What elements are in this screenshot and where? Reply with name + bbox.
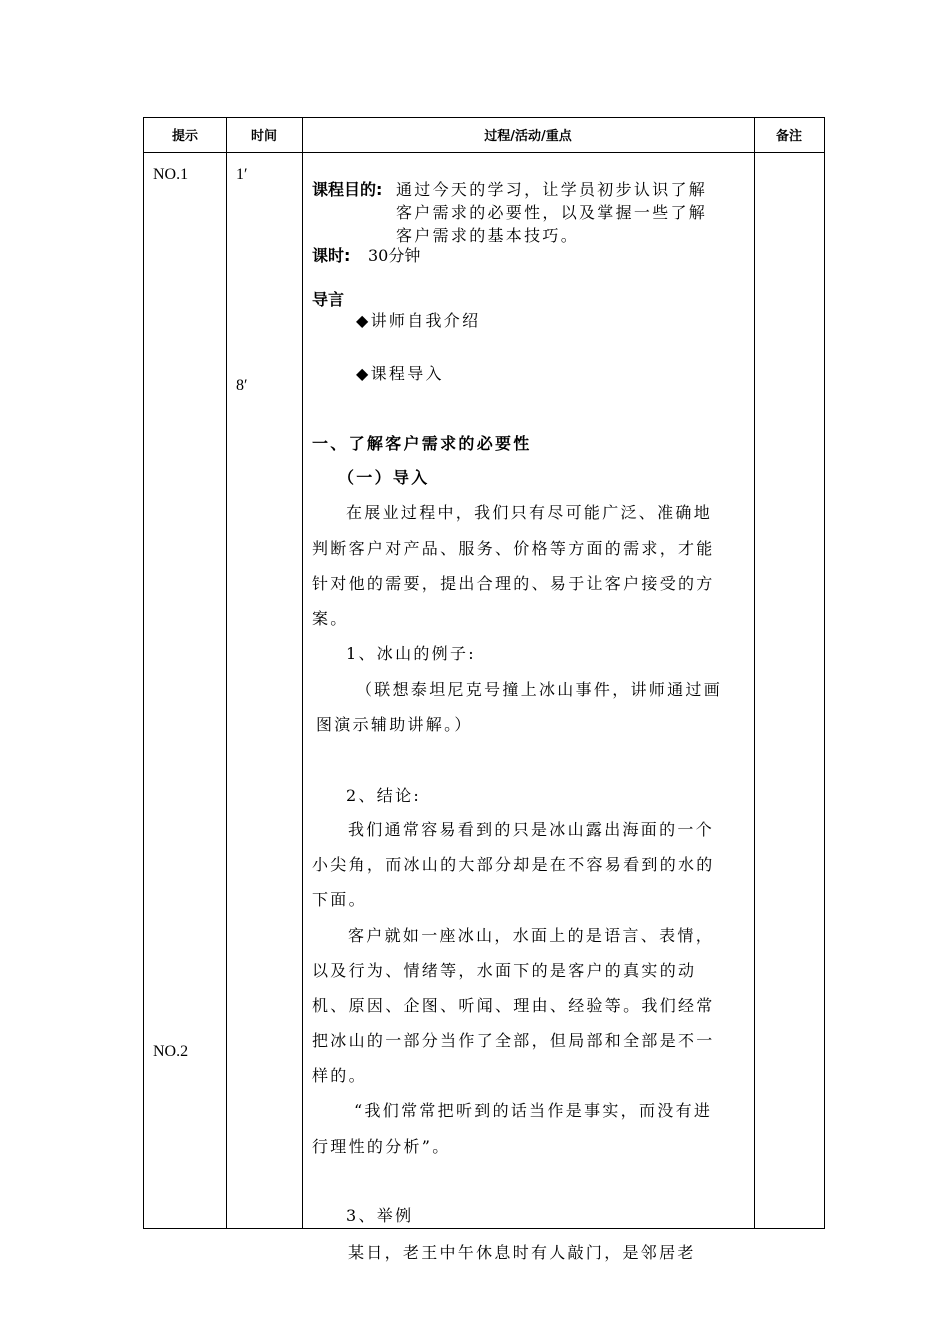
- duration-value: 30分钟: [368, 246, 421, 265]
- purpose-line: 通过今天的学习，让学员初步认识了解: [396, 180, 708, 199]
- note-line: （联想泰坦尼克号撞上冰山事件，讲师通过画: [356, 680, 723, 699]
- paragraph-line: 把冰山的一部分当作了全部，但局部和全部是不一: [312, 1031, 715, 1050]
- quote-line: “我们常常把听到的话当作是事实，而没有进: [354, 1101, 713, 1120]
- purpose-line: 客户需求的必要性，以及掌握一些了解: [396, 203, 708, 222]
- time-1: 1′: [236, 166, 248, 183]
- purpose-line: 客户需求的基本技巧。: [396, 226, 580, 245]
- paragraph-line: 在展业过程中，我们只有尽可能广泛、准确地: [346, 503, 713, 522]
- hint-no1: NO.1: [153, 166, 189, 183]
- header-process: 过程/活动/重点: [484, 129, 572, 144]
- header-notes: 备注: [775, 129, 802, 144]
- paragraph-line: 以及行为、情绪等，水面下的是客户的真实的动: [312, 961, 697, 980]
- list-item-2: 2、结论:: [346, 786, 422, 805]
- paragraph-line: 样的。: [312, 1066, 367, 1085]
- section-heading: 一、了解客户需求的必要性: [312, 434, 532, 453]
- paragraph-line: 下面。: [312, 890, 367, 909]
- sub-heading: （一）导入: [338, 468, 430, 487]
- paragraph-line: 针对他的需要，提出合理的、易于让客户接受的方: [312, 574, 715, 593]
- list-item-1: 1、冰山的例子:: [346, 644, 476, 663]
- column-divider: [226, 118, 227, 1228]
- header-time: 时间: [250, 129, 277, 144]
- paragraph-line: 判断客户对产品、服务、价格等方面的需求，才能: [312, 539, 715, 558]
- header-hint: 提示: [171, 129, 198, 144]
- paragraph-line: 客户就如一座冰山，水面上的是语言、表情，: [348, 926, 715, 945]
- purpose-label: 课程目的:: [312, 180, 383, 199]
- quote-line: 行理性的分析”。: [312, 1137, 451, 1156]
- paragraph-line: 小尖角，而冰山的大部分却是在不容易看到的水的: [312, 855, 715, 874]
- time-2: 8′: [236, 377, 248, 394]
- hint-no2: NO.2: [153, 1043, 189, 1060]
- intro-heading: 导言: [312, 290, 345, 309]
- overflow-line: 某日，老王中午休息时有人敲门，是邻居老: [348, 1243, 696, 1262]
- paragraph-line: 我们通常容易看到的只是冰山露出海面的一个: [348, 820, 715, 839]
- duration-label: 课时:: [312, 246, 351, 265]
- column-divider: [302, 118, 303, 1228]
- note-line: 图演示辅助讲解。）: [316, 715, 473, 734]
- bullet-item: ◆课程导入: [356, 364, 444, 383]
- lesson-table: [143, 117, 825, 1229]
- paragraph-line: 案。: [312, 609, 349, 628]
- list-item-3: 3、举例: [346, 1206, 414, 1225]
- column-divider: [754, 118, 755, 1228]
- paragraph-line: 机、原因、企图、听闻、理由、经验等。我们经常: [312, 996, 715, 1015]
- bullet-item: ◆讲师自我介绍: [356, 311, 481, 330]
